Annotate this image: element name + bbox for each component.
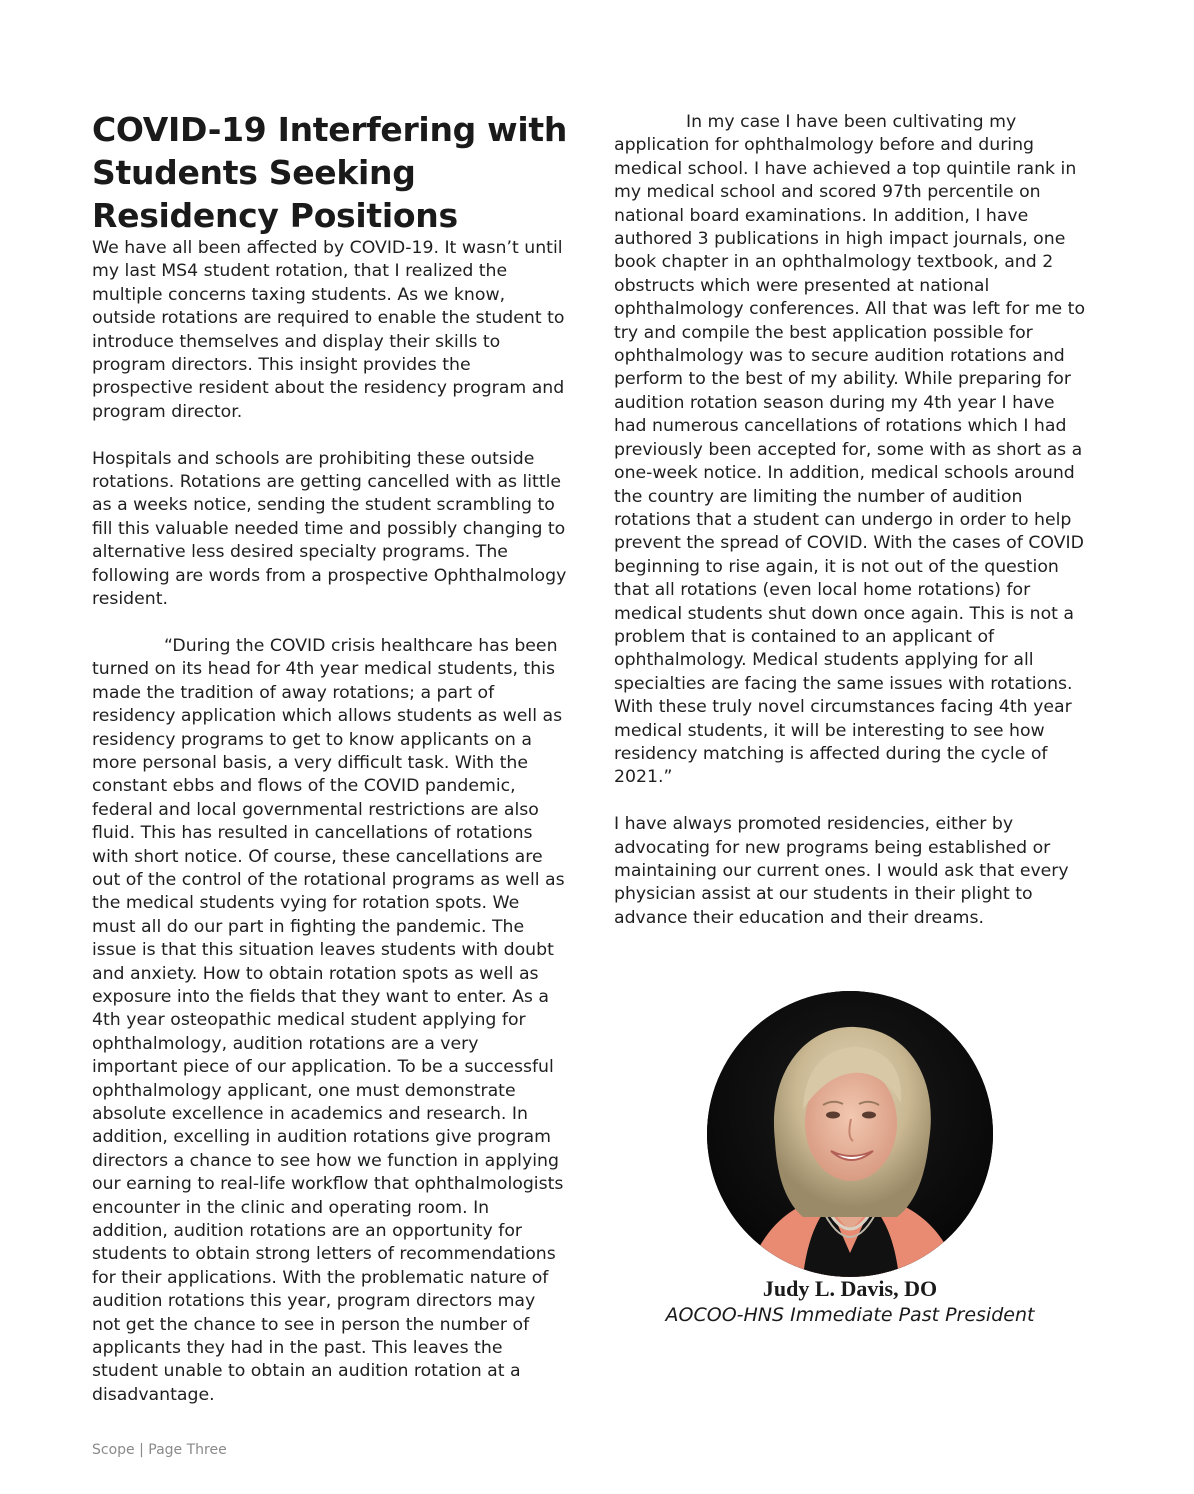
author-name: Judy L. Davis, DO [762,1276,938,1301]
intro-paragraph: We have all been affected by COVID-19. It wasn’t until my last MS4 student rotation, that I realized the multiple concerns taxing students. As we know, outside rotations are required to enable the student to introduce themselves and display their skills to program directors. This insight provides the prospective resident about the residency program and program director. [92,238,565,422]
left-body [92,237,567,1407]
student-case-paragraph: In my case I have been cultivating my application for ophthalmology before and during medical school. I have achieved a top quintile rank in my medical school and scored 97th percentile on national board examinations. In addition, I have authored 3 publications in high impact journals, one book chapter in an ophthalmology textbook, and 2 obstructs which were presented at national ophthalmology conferences. All that was left for me to try and compile the best application possible for ophthalmology was to secure audition rotations and perform to the best of my ability. While preparing for audition rotation season during my 4th year I have had numerous cancellations of rotations which I had previously been accepted for, some with as short as a one-week notice. In addition, medical schools around the country are limiting the number of audition rotations that a student can undergo in order to help prevent the spread of COVID. With the cases of COVID beginning to rise again, it is not out of the question that all rotations (even local home rotations) for medical students shut down once again. This is not a problem that is contained to an applicant of ophthalmology. Medical students applying for all specialties are facing the same issues with rotations. With these truly novel circumstances facing 4th year medical students, it will be interesting to see how residency matching is affected during the cycle of 2021.” [614,112,1086,788]
student-quote-paragraph: “During the COVID crisis healthcare has been turned on its head for 4th year medical students, this made the tradition of away rotations; a part of residency application which allows students as well as residency programs to get to know applicants on a more personal basis, a very difficult task. With the constant ebbs and flows of the COVID pandemic, federal and local governmental restrictions are also fluid. This has resulted in cancellations of rotations with short notice. Of course, these cancellations are out of the control of the rotational programs as well as the medical students vying for rotation spots. We must all do our part in fighting the pandemic. The issue is that this situation leaves students with doubt and anxiety. How to obtain rotation spots as well as exposure into the fields that they want to enter. As a 4th year osteopathic medical student applying for ophthalmology, audition rotations are a very important piece of our application. To be a successful ophthalmology applicant, one must demonstrate absolute excellence in academics and research. In addition, excelling in audition rotations give program directors a chance to see how we function in applying our earning to real-life workflow that ophthalmologists encounter in the clinic and operating room. In addition, audition rotations are an opportunity for students to obtain strong letters of recommendations for their applications. With the problematic nature of audition rotations this year, program directors may not get the chance to see in person the number of applicants they had in the past. This leaves the student unable to obtain an audition rotation at a disadvantage. [92,635,565,1405]
left-column [92,108,567,1431]
author-position: AOCOO-HNS Immediate Past President [665,1304,1035,1326]
page-footer: Scope | Page Three [92,1442,227,1458]
right-column [614,111,1092,954]
right-body [614,111,1092,930]
author-portrait [707,991,993,1277]
article-title: COVID-19 Interfering with Students Seeking Residency Positions [92,110,568,235]
closing-paragraph: I have always promoted residencies, either by advocating for new programs being established or maintaining our current ones. I would ask that every physician assist at our students in their plight to advance their education and their dreams. [614,814,1069,928]
hospitals-paragraph: Hospitals and schools are prohibiting these outside rotations. Rotations are getting cancelled with as little as a weeks notice, sending the student scrambling to fill this valuable needed time and possibly changing to alternative less desired specialty programs. The following are words from a prospective Ophthalmology resident. [92,448,567,610]
author-portrait-illustration [707,991,993,1277]
